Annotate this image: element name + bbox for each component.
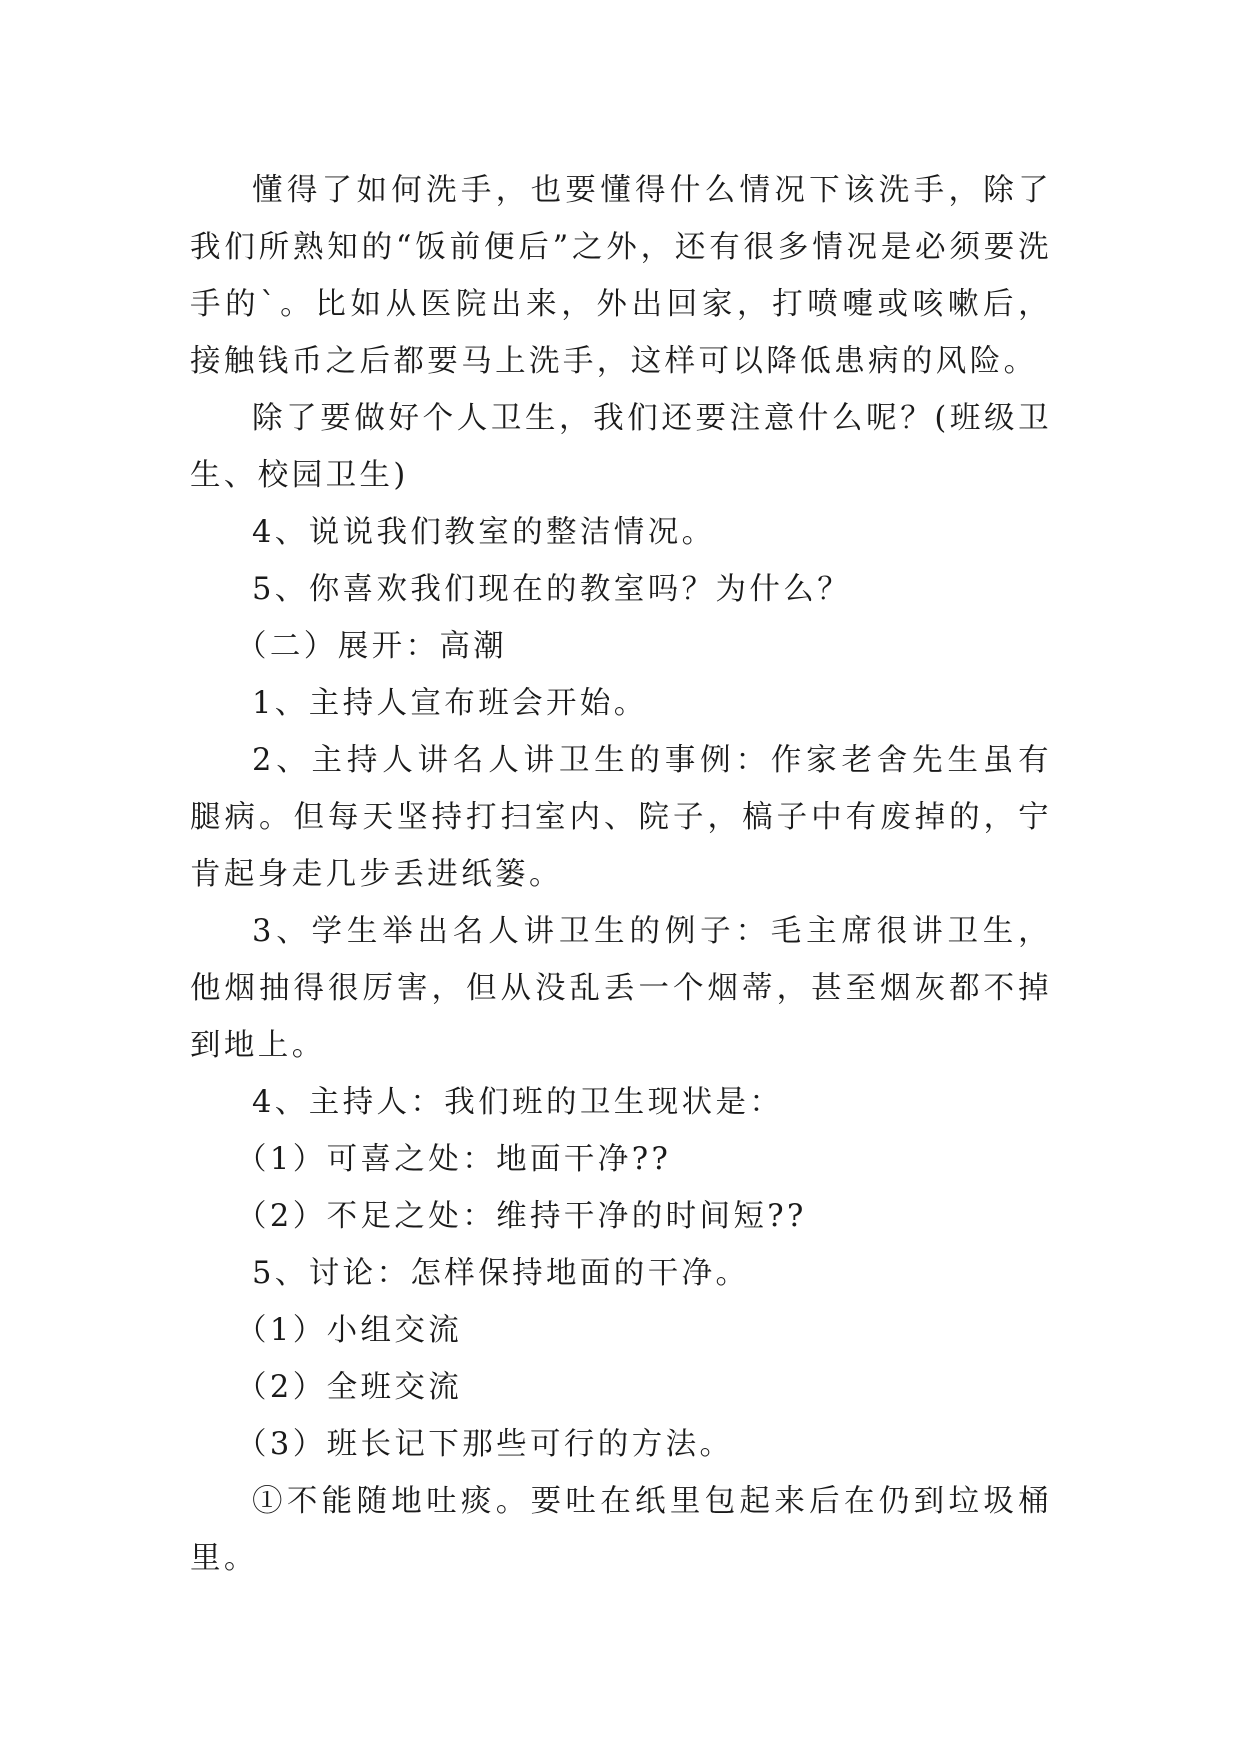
paragraph-step-2: 2、主持人讲名人讲卫生的事例：作家老舍先生虽有腿病。但每天坚持打扫室内、院子，槁子中有废掉的，宁肯起身走几步丢进纸篓。: [190, 743, 1052, 892]
section-heading-expand: （二）展开：高潮: [236, 629, 508, 664]
list-item-monitor-notes: （3）班长记下那些可行的方法。: [236, 1427, 734, 1462]
list-item-class-discussion: （2）全班交流: [236, 1370, 463, 1405]
list-item-good-points: （1）可喜之处：地面干净??: [236, 1142, 672, 1177]
list-item-no-spitting: ①不能随地吐痰。要吐在纸里包起来后在仍到垃圾桶里。: [190, 1484, 1052, 1576]
paragraph-item-4-classroom: 4、说说我们教室的整洁情况。: [252, 515, 716, 550]
document-body: [190, 162, 1052, 1587]
paragraph-item-5-classroom: 5、你喜欢我们现在的教室吗？为什么？: [252, 572, 852, 607]
paragraph-step-3: 3、学生举出名人讲卫生的例子：毛主席很讲卫生，他烟抽得很厉害，但从没乱丢一个烟蒂，甚至烟灰都不掉到地上。: [190, 914, 1052, 1063]
paragraph-step-5: 5、讨论：怎样保持地面的干净。: [252, 1256, 750, 1291]
list-item-shortcomings: （2）不足之处：维持干净的时间短??: [236, 1199, 807, 1234]
paragraph-step-1: 1、主持人宣布班会开始。: [252, 686, 648, 721]
paragraph-step-4: 4、主持人：我们班的卫生现状是：: [252, 1085, 784, 1120]
list-item-group-discussion: （1）小组交流: [236, 1313, 463, 1348]
paragraph-handwashing: 懂得了如何洗手，也要懂得什么情况下该洗手，除了我们所熟知的“饭前便后”之外，还有很多情况是必须要洗手的`。比如从医院出来，外出回家，打喷嚏或咳嗽后，接触钱币之后都要马上洗手，这样可以降低患病的风险。: [190, 173, 1052, 379]
paragraph-other-hygiene: 除了要做好个人卫生，我们还要注意什么呢？(班级卫生、校园卫生): [190, 401, 1052, 493]
